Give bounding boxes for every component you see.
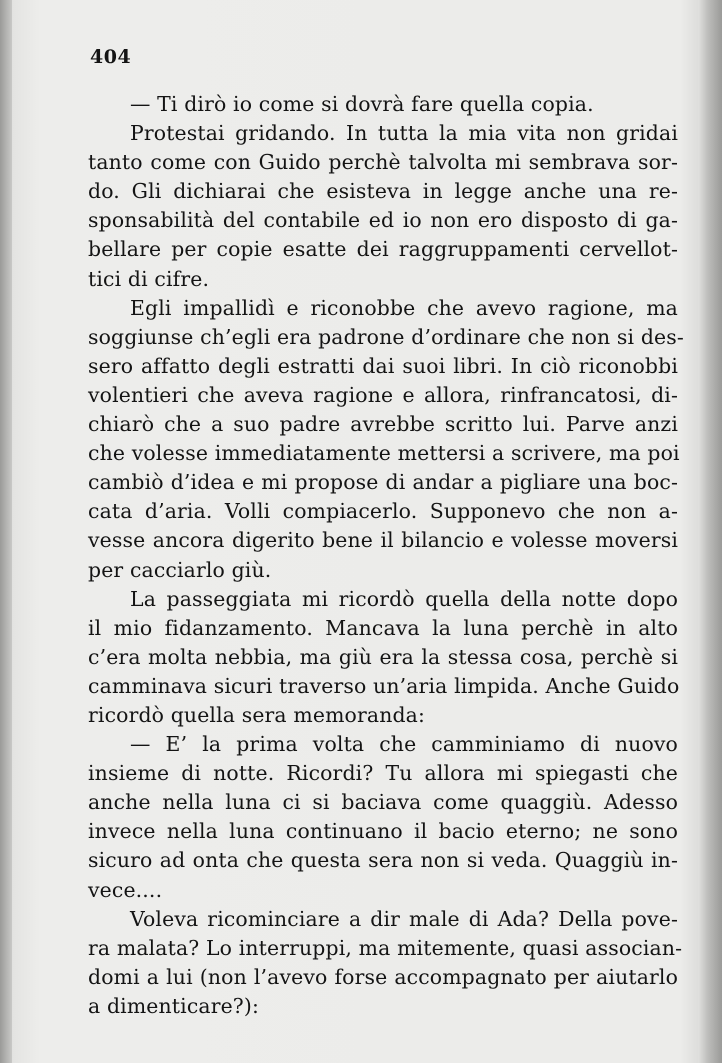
text-line: Egli impallidì e riconobbe che avevo ragione, ma [130,295,678,320]
text-line: ra malata? Lo interruppi, ma mitemente, quasi associan- [88,935,683,960]
text-line: cata d’aria. Volli compiacerlo. Supponevo che non a- [88,499,678,524]
text-line: vece.... [88,877,163,902]
text-line: cambiò d’idea e mi propose di andar a pigliare una boc- [88,470,678,495]
text-line: sicuro ad onta che questa sera non si veda. Quaggiù in- [88,848,678,873]
text-line: tici di cifre. [88,266,210,291]
text-line: Voleva ricominciare a dir male di Ada? Della pove- [130,906,678,931]
text-line: — E’ la prima volta che camminiamo di nuovo [130,732,678,757]
text-line: ricordò quella sera memoranda: [88,702,426,727]
text-line: Protestai gridando. In tutta la mia vita non gridai [130,121,678,146]
text-line: — Ti dirò io come si dovrà fare quella copia. [130,92,594,116]
text-line: bellare per copie esatte dei raggruppamenti cervellot- [88,237,678,262]
text-line: La passeggiata mi ricordò quella della notte dopo [130,586,678,611]
text-line: anche nella luna ci si baciava come quaggiù. Adesso [88,790,678,815]
text-line: c’era molta nebbia, ma giù era la stessa cosa, perchè si [88,644,678,669]
text-line: camminava sicuri traverso un’aria limpida. Anche Guido [88,673,680,698]
text-line: a dimenticare?): [88,993,260,1018]
text-line: sponsabilità del contabile ed io non ero disposto di ga- [88,208,678,233]
body-text [88,90,684,1021]
left-binding-shadow [0,0,12,1063]
text-line: volentieri che aveva ragione e allora, rinfrancatosi, di- [88,382,678,407]
text-line: soggiunse ch’egli era padrone d’ordinare che non si des- [88,324,684,349]
text-line: tanto come con Guido perchè talvolta mi sembrava sor- [88,150,678,175]
text-line: insieme di notte. Ricordi? Tu allora mi spiegasti che [88,761,678,786]
text-line: per cacciarlo giù. [88,557,272,582]
right-binding-shadow [698,0,722,1063]
text-line: il mio fidanzamento. Mancava la luna perchè in alto [88,615,678,640]
text-line: sero affatto degli estratti dai suoi libri. In ciò riconobbi [88,353,678,378]
text-line: do. Gli dichiarai che esisteva in legge anche una re- [88,179,678,204]
page-number: 404 [90,46,132,68]
text-line: chiarò che a suo padre avrebbe scritto lui. Parve anzi [88,412,678,437]
text-line: invece nella luna continuano il bacio eterno; ne sono [88,819,678,844]
text-line: domi a lui (non l’avevo forse accompagnato per aiutarlo [88,964,678,989]
text-line: vesse ancora digerito bene il bilancio e volesse moversi [88,528,678,553]
text-line: che volesse immediatamente mettersi a scrivere, ma poi [88,441,680,466]
